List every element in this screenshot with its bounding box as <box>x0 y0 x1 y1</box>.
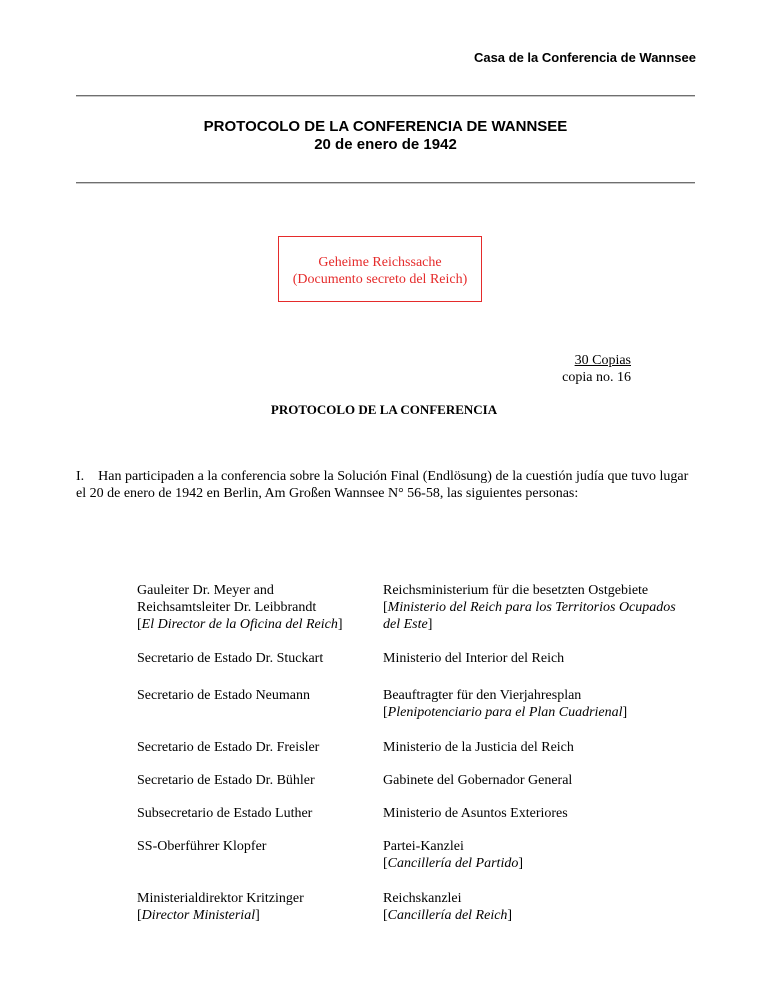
title-block <box>76 118 695 154</box>
participant-office <box>383 805 677 822</box>
participant-row <box>137 650 677 667</box>
participant-office-translation-text: Cancillería del Partido <box>387 856 519 871</box>
participant-office-name: Partei-Kanzlei <box>383 839 464 854</box>
participant-name-translation-text: El Director de la Oficina del Reich <box>141 617 338 632</box>
participant-row <box>137 805 677 822</box>
copies-total: 30 Copias <box>574 353 631 368</box>
copies-info <box>562 352 631 386</box>
document-title: PROTOCOLO DE LA CONFERENCIA DE WANNSEE <box>203 118 568 135</box>
participant-row <box>137 582 677 633</box>
participant-name-line: Secretario de Estado Dr. Freisler <box>137 740 320 755</box>
participant-row <box>137 890 677 924</box>
participant-name <box>137 739 383 756</box>
participant-office-translation: [Cancillería del Reich] <box>383 908 513 923</box>
document-header: Casa de la Conferencia de Wannsee <box>473 50 696 65</box>
participant-name-translation: [Director Ministerial] <box>137 908 260 923</box>
participant-office-translation: [Cancillería del Partido] <box>383 856 523 871</box>
classification-translation: (Documento secreto del Reich) <box>292 272 468 287</box>
participant-office <box>383 890 677 924</box>
participant-name <box>137 687 383 721</box>
participant-office-translation: [Plenipotenciario para el Plan Cuadrienal] <box>383 705 628 720</box>
participant-office <box>383 739 677 756</box>
top-divider <box>76 95 695 97</box>
protocol-heading: PROTOCOLO DE LA CONFERENCIA <box>270 402 498 417</box>
participant-office-translation: [Ministerio del Reich para los Territorios Ocupados del Este] <box>383 600 676 632</box>
participant-name-line: Secretario de Estado Neumann <box>137 688 310 703</box>
participant-name-translation: [El Director de la Oficina del Reich] <box>137 617 343 632</box>
participant-name-line: Gauleiter Dr. Meyer and <box>137 583 274 598</box>
participant-name-line: SS-Oberführer Klopfer <box>137 839 267 854</box>
participant-office <box>383 650 677 667</box>
participant-name <box>137 838 383 872</box>
participant-name <box>137 582 383 633</box>
participant-name-line: Reichsamtsleiter Dr. Leibbrandt <box>137 600 317 615</box>
copy-number: copia no. 16 <box>562 370 631 385</box>
participant-row <box>137 838 677 872</box>
participant-name-line: Secretario de Estado Dr. Stuckart <box>137 651 324 666</box>
participant-office-name: Reichsministerium für die besetzten Ostgebiete <box>383 583 649 598</box>
secret-classification-box <box>278 236 482 302</box>
participant-row <box>137 687 677 721</box>
participants-list <box>137 582 677 924</box>
participant-name-translation-text: Director Ministerial <box>141 908 256 923</box>
participant-name-line: Subsecretario de Estado Luther <box>137 806 313 821</box>
participant-name <box>137 805 383 822</box>
participant-office <box>383 687 677 721</box>
participant-name-line: Ministerialdirektor Kritzinger <box>137 891 304 906</box>
participant-office-name: Beauftragter für den Vierjahresplan <box>383 688 582 703</box>
participant-office <box>383 582 677 633</box>
participant-office-translation-text: Ministerio del Reich para los Territorios Ocupados del Este <box>383 600 676 632</box>
participant-name-line: Secretario de Estado Dr. Bühler <box>137 773 315 788</box>
participant-office-translation-text: Cancillería del Reich <box>387 908 508 923</box>
participant-name <box>137 890 383 924</box>
classification-german: Geheime Reichssache <box>318 255 442 270</box>
participant-office <box>383 772 677 789</box>
participant-name <box>137 650 383 667</box>
title-divider <box>76 182 695 184</box>
participant-office-name: Reichskanzlei <box>383 891 462 906</box>
participant-office-name: Gabinete del Gobernador General <box>383 773 573 788</box>
intro-paragraph: I. Han participaden a la conferencia sobre la Solución Final (Endlösung) de la cuestión judía que tuvo lugar el 20 de enero de 1942 en Berlin, Am Großen Wannsee N° 56-58, las siguientes personas: <box>76 469 689 501</box>
participant-office-name: Ministerio de Asuntos Exteriores <box>383 806 568 821</box>
participant-office <box>383 838 677 872</box>
participant-office-name: Ministerio de la Justicia del Reich <box>383 740 574 755</box>
participant-office-name: Ministerio del Interior del Reich <box>383 651 565 666</box>
document-date: 20 de enero de 1942 <box>314 136 457 153</box>
participant-row <box>137 772 677 789</box>
participant-row <box>137 739 677 756</box>
participant-office-translation-text: Plenipotenciario para el Plan Cuadrienal <box>387 705 623 720</box>
participant-name <box>137 772 383 789</box>
